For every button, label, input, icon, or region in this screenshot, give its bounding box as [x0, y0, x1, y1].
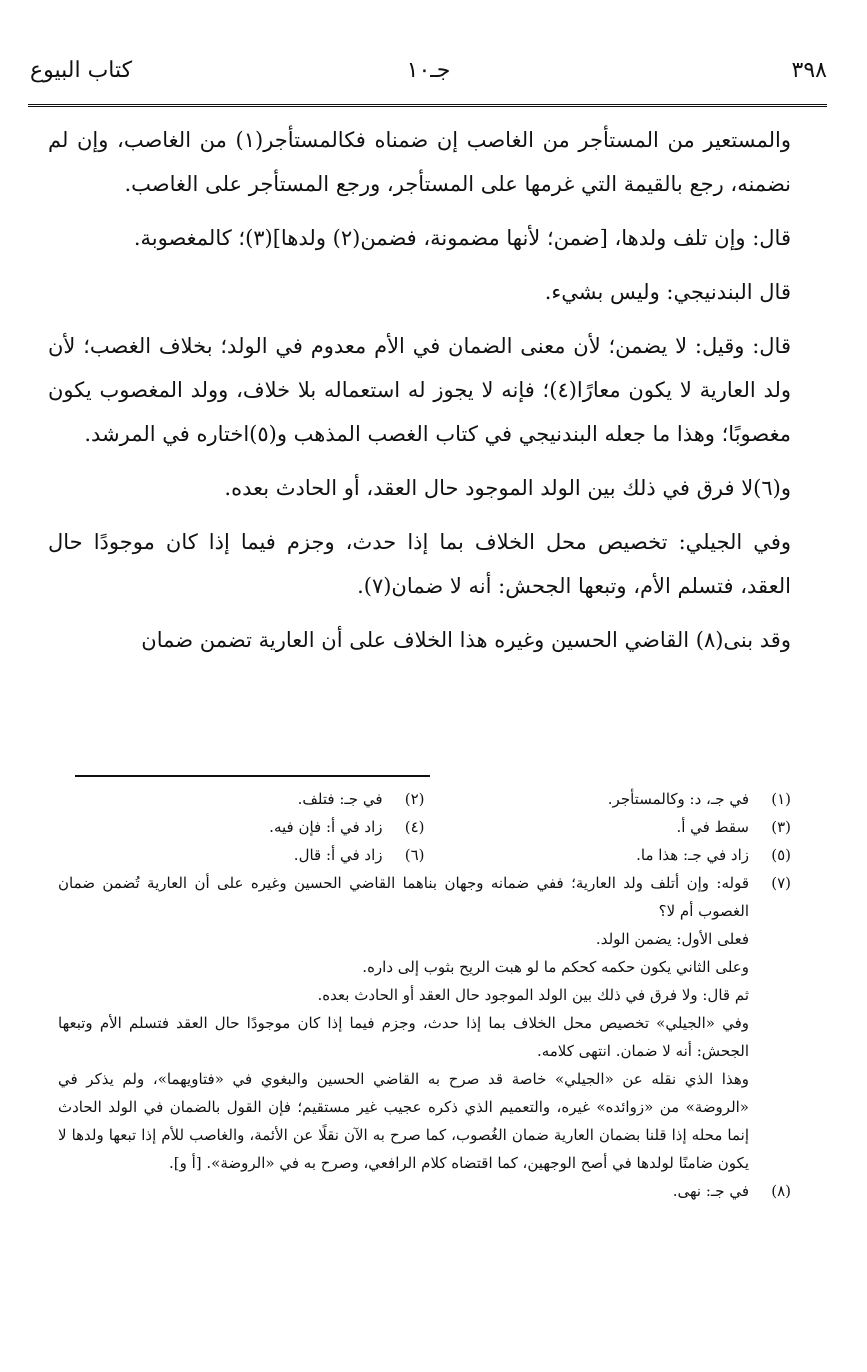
footnote-line: قوله: وإن أتلف ولد العارية؛ ففي ضمانه وجهان بناهما القاضي الحسين وغيره على أن العارية تُضمن ضمان الغصوب أم لا؟ [58, 874, 749, 920]
footnote-number: (٧) [771, 874, 791, 892]
footnote-1 [425, 785, 792, 813]
footnote-line: وهذا الذي نقله عن «الجيلي» خاصة قد صرح به القاضي الحسين والبغوي في «فتاويهما»، ولم يذكر في «الروضة» من «زوائده» غيره، والتعميم الذي ذكره عجيب غير مستقيم؛ فإن القول بالضمان في الولد الحادث إنما محله إذا قلنا بضمان العارية ضمان الغُصوب، كما صرح به الآن نقلًا عن الأئمة، والغاصب للأم إذا تبعها ولدها لا يكون ضامنًا لولدها في أصح الوجهين، كما اقتضاه كلام الرافعي، وصرح به في «الروضة». [أ و]. [58, 1070, 749, 1172]
footnote-separator [75, 775, 430, 777]
footnotes [58, 785, 791, 1205]
footnote-number: (٥) [771, 846, 791, 864]
footnote-text: زاد في أ: قال. [293, 846, 383, 864]
page-number: ٣٩٨ [791, 58, 827, 83]
paragraph: والمستعير من المستأجر من الغاصب إن ضمناه فكالمستأجر(١) من الغاصب، وإن لم نضمنه، رجع بالقيمة التي غرمها على المستأجر، ورجع المستأجر على الغاصب. [48, 128, 791, 196]
book-title: كتاب البيوع [30, 58, 133, 83]
paragraph: قال: وإن تلف ولدها، [ضمن؛ لأنها مضمونة، فضمن(٢) ولدها](٣)؛ كالمغصوبة. [133, 226, 791, 250]
footnote-number: (٤) [404, 818, 425, 836]
footnote-row [58, 1177, 791, 1205]
paragraph: و(٦)لا فرق في ذلك بين الولد الموجود حال العقد، أو الحادث بعده. [224, 476, 791, 500]
footnote-2 [58, 785, 425, 813]
footnote-text: زاد في جـ: هذا ما. [636, 846, 749, 864]
paragraph: قال البندنيجي: وليس بشيء. [544, 280, 791, 304]
footnote-text: زاد في أ: فإن فيه. [269, 818, 383, 836]
footnote-6 [58, 841, 425, 869]
main-text [48, 118, 791, 672]
footnote-row [58, 813, 791, 841]
footnote-row [58, 785, 791, 813]
paragraph: قال: وقيل: لا يضمن؛ لأن معنى الضمان في الأم معدوم في الولد؛ بخلاف الغصب؛ لأن ولد العارية لا يكون معارًا(٤)؛ فإنه لا يجوز له استعماله بلا خلاف، وولد المغصوب يكون مغصوبًا؛ وهذا ما جعله البندنيجي في كتاب الغصب المذهب و(٥)اختاره في المرشد. [48, 334, 792, 446]
footnote-4 [58, 813, 425, 841]
footnote-text: سقط في أ. [676, 818, 749, 836]
footnote-5 [425, 841, 792, 869]
footnote-text: في جـ، د: وكالمستأجر. [607, 790, 749, 808]
footnote-number: (٦) [404, 846, 425, 864]
footnote-line: وعلى الثاني يكون حكمه كحكم ما لو هبت الريح بثوب إلى داره. [362, 958, 749, 976]
footnote-line: ثم قال: ولا فرق في ذلك بين الولد الموجود حال العقد أو الحادث بعده. [317, 986, 749, 1004]
footnote-line: وفي «الجيلي» تخصيص محل الخلاف بما إذا حدث، وجزم فيما إذا كان موجودًا حال العقد فتسلم الأم وتبعها الجحش: أنه لا ضمان. انتهى كلامه. [58, 1014, 749, 1060]
footnote-7 [58, 869, 791, 1177]
footnote-number: (٨) [771, 1182, 791, 1200]
footnote-number: (١) [771, 790, 791, 808]
footnote-number: (٢) [404, 790, 425, 808]
footnote-number: (٣) [771, 818, 791, 836]
volume-label: جـ١٠ [406, 58, 451, 83]
paragraph: وفي الجيلي: تخصيص محل الخلاف بما إذا حدث، وجزم فيما إذا كان موجودًا حال العقد، فتسلم الأم، وتبعها الجحش: أنه لا ضمان(٧). [48, 530, 791, 598]
paragraph: وقد بنى(٨) القاضي الحسين وغيره هذا الخلاف على أن العارية تضمن ضمان [141, 628, 791, 652]
footnote-body [58, 869, 749, 1177]
page-header [30, 58, 827, 98]
footnote-text: في جـ: نهى. [672, 1182, 749, 1200]
footnote-3 [425, 813, 792, 841]
footnote-row [58, 841, 791, 869]
header-divider [28, 104, 827, 107]
footnote-line: فعلى الأول: يضمن الولد. [595, 930, 749, 948]
footnote-8 [425, 1177, 792, 1205]
footnote-text: في جـ: فتلف. [297, 790, 383, 808]
